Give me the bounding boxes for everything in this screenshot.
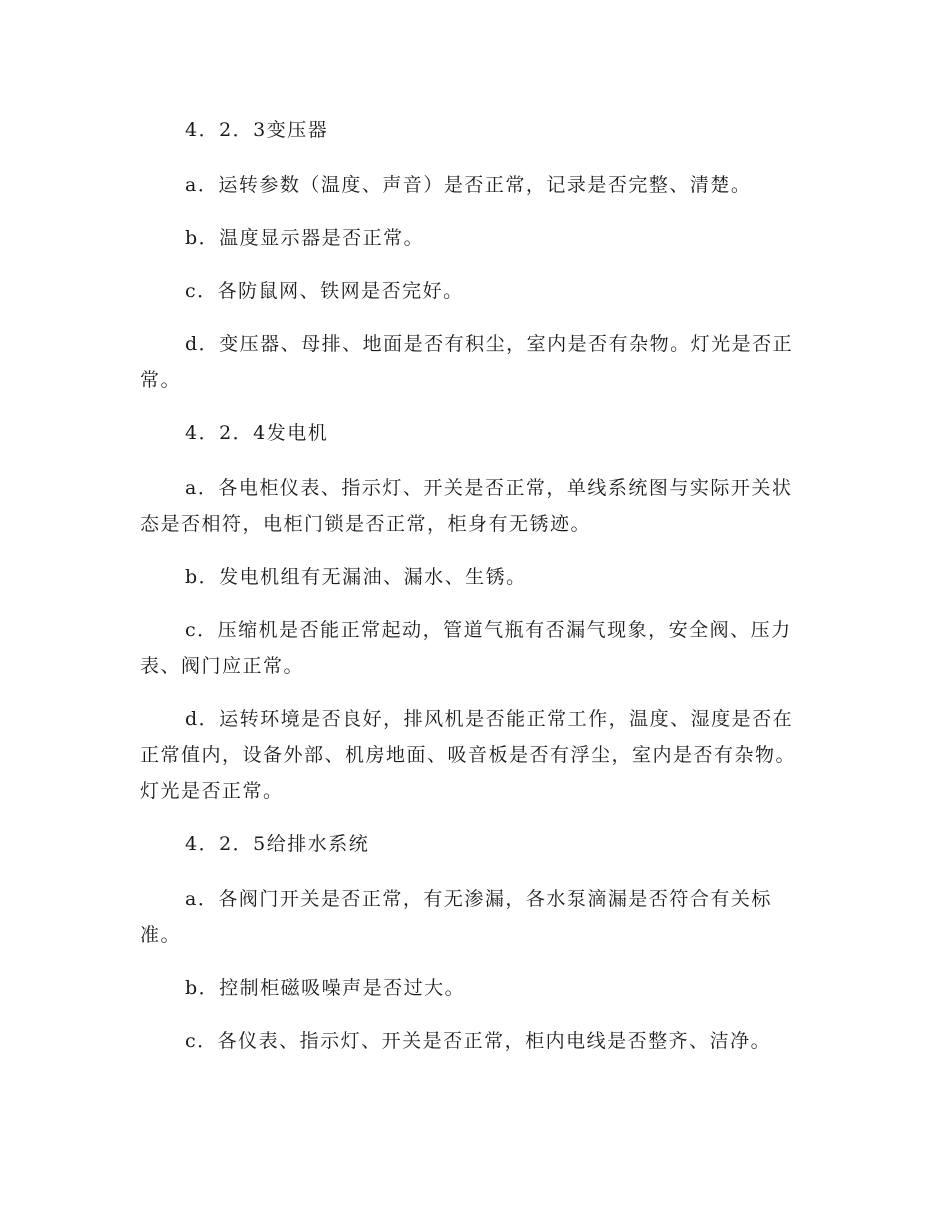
list-item: b．控制柜磁吸噪声是否过大。: [185, 977, 466, 999]
list-item: c．各防鼠网、铁网是否完好。: [185, 280, 464, 302]
list-item: c．各仪表、指示灯、开关是否正常，柜内电线是否整齐、洁净。: [185, 1030, 772, 1052]
list-item: d．变压器、母排、地面是否有积尘，室内是否有杂物。灯光是否正常。: [140, 333, 794, 391]
section-heading-generator: 4．2．4发电机: [185, 422, 329, 444]
list-item: a．各电柜仪表、指示灯、开关是否正常，单线系统图与实际开关状态是否相符，电柜门锁是否正常，柜身有无锈迹。: [140, 477, 793, 535]
document-body: [140, 112, 810, 1076]
section-heading-water-system: 4．2．5给排水系统: [185, 833, 370, 855]
list-item: c．压缩机是否能正常起动，管道气瓶有否漏气现象，安全阀、压力表、阀门应正常。: [140, 619, 792, 677]
list-item: d．运转环境是否良好，排风机是否能正常工作，温度、湿度是否在正常值内，设备外部、机房地面、吸音板是否有浮尘，室内是否有杂物。灯光是否正常。: [140, 708, 797, 802]
list-item: a．各阀门开关是否正常，有无渗漏，各水泵滴漏是否符合有关标准。: [140, 888, 772, 946]
list-item: b．发电机组有无漏油、漏水、生锈。: [185, 566, 527, 588]
section-heading-transformer: 4．2．3变压器: [185, 119, 329, 141]
list-item: a．运转参数（温度、声音）是否正常，记录是否完整、清楚。: [185, 174, 752, 196]
list-item: b．温度显示器是否正常。: [185, 227, 425, 249]
